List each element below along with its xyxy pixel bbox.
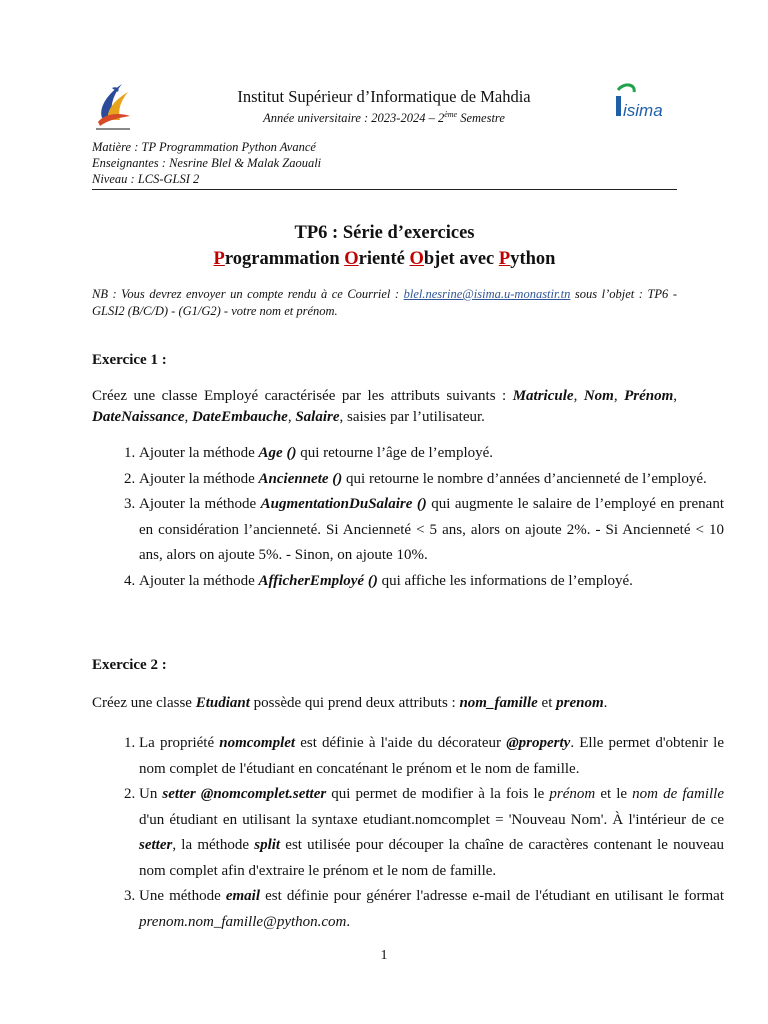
list-item: 2. Un setter @nomcomplet.setter qui permet de modifier à la fois le prénom et le nom de famille d'un étudiant en utilisant la syntaxe etudiant.nomcomplet = 'Nouveau Nom'. À l'intérieur de ce setter, la méthode split est utilisée pour découper la chaîne de caractères contenant le nouveau nom complet afin d'extraire le prénom et le nom de famille. [139,782,724,884]
exercise-1-title: Exercice 1 : [92,352,167,368]
institute-logo-icon [88,78,138,134]
list-item: 1. Ajouter la méthode Age () qui retourne l’âge de l’employé. [139,441,724,467]
document-subtitle: Programmation Orienté Objet avec Python [213,249,556,269]
list-item: 4. Ajouter la méthode AfficherEmployé () qui affiche les informations de l’employé. [139,569,724,595]
exercise-2-list [92,731,724,935]
teachers-line: Enseignantes : Nesrine Blel & Malak Zaouali [92,156,322,170]
document-title: TP6 : Série d’exercices [294,223,475,243]
page-number: 1 [380,948,388,963]
course-meta [92,139,321,187]
email-link[interactable]: blel.nesrine@isima.u-monastir.tn [403,287,571,301]
list-item: 1. La propriété nomcomplet est définie à l'aide du décorateur @property. Elle permet d'obtenir le nom complet de l'étudiant en concaténant le prénom et le nom de famille. [139,731,724,782]
list-item: 3. Ajouter la méthode AugmentationDuSalaire () qui augmente le salaire de l’employé en prenant en considération l’ancienneté. Si Ancienneté < 5 ans, alors on ajoute 2%. - Si Ancienneté < 10 ans, alors on ajoute 5%. - Sinon, on ajoute 10%. [139,492,724,569]
exercise-2-intro: Créez une classe Etudiant possède qui prend deux attributs : nom_famille et prenom. [92,695,608,711]
level-line: Niveau : LCS-GLSI 2 [92,172,200,186]
exercise-1-list [92,441,724,594]
list-item: 3. Une méthode email est définie pour générer l'adresse e-mail de l'étudiant en utilisant le format prenom.nom_famille@python.com. [139,884,724,935]
exercise-2-title: Exercice 2 : [92,657,167,673]
submission-note: NB : Vous devrez envoyer un compte rendu à ce Courriel : blel.nesrine@isima.u-monastir.tn sous l’objet : TP6 - GLSI2 (B/C/D) - (G1/G2) - votre nom et prénom. [92,287,677,318]
exercise-1-intro: Créez une classe Employé caractérisée par les attributs suivants : Matricule, Nom, Prénom, DateNaissance, DateEmbauche, Salaire, saisies par l’utilisateur. [92,388,678,425]
subject-line: Matière : TP Programmation Python Avancé [92,140,316,154]
institute-name: Institut Supérieur d’Informatique de Mahdia [237,87,531,106]
header-divider [92,189,677,190]
academic-year: Année universitaire : 2023-2024 – 2ème Semestre [263,110,505,126]
isima-logo-icon [610,80,674,126]
list-item: 2. Ajouter la méthode Anciennete () qui retourne le nombre d’années d’ancienneté de l’employé. [139,467,724,493]
isima-logo [610,80,674,126]
svg-text:isima: isima [623,101,663,120]
